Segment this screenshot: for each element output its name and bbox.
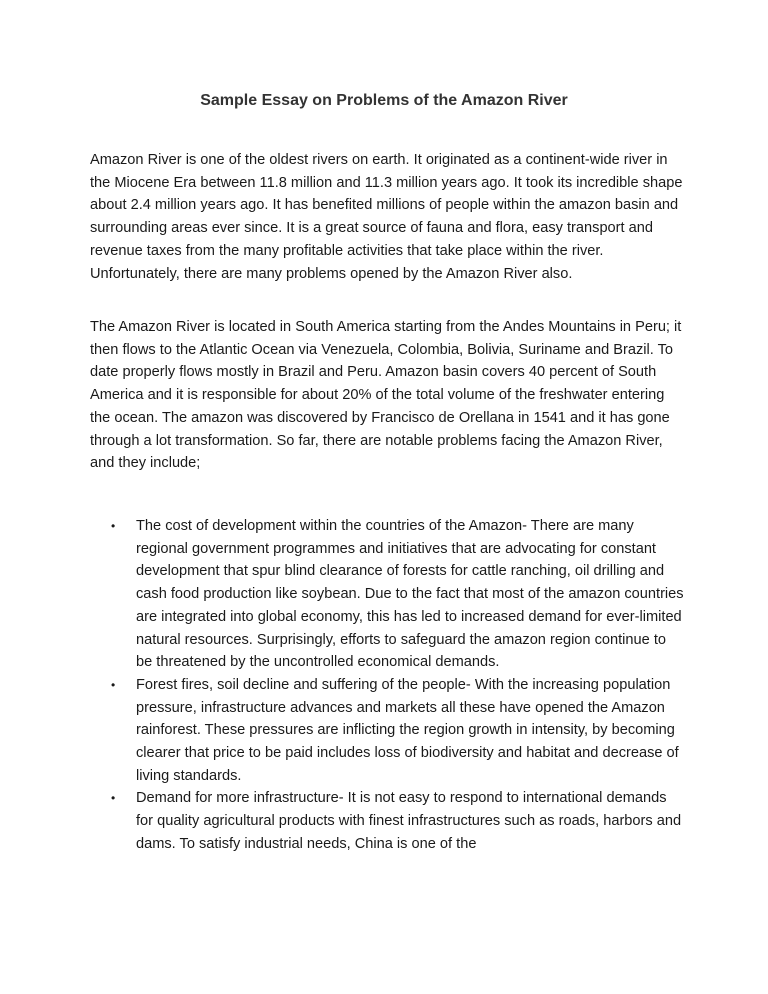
page-title: Sample Essay on Problems of the Amazon River — [200, 92, 568, 109]
bullet-icon: • — [111, 677, 116, 692]
list-item-text: Demand for more infrastructure- It is not easy to respond to international demands for quality agricultural products with finest infrastructures such as roads, harbors and dams. To satisfy industrial needs, China is one of the — [136, 790, 682, 852]
bullet-icon: • — [111, 791, 116, 806]
list-item-text: Forest fires, soil decline and suffering of the people- With the increasing population pressure, infrastructure advances and markets all these have opened the Amazon rainforest. These pressures are inflicting the region growth in intensity, by becoming clearer that price to be paid includes loss of biodiversity and habitat and decrease of living standards. — [136, 676, 679, 784]
list-item — [90, 515, 686, 674]
paragraph-location: The Amazon River is located in South America starting from the Andes Mountains in Peru; it then flows to the Atlantic Ocean via Venezuela, Colombia, Bolivia, Suriname and Brazil. To date properly flows mostly in Brazil and Peru. Amazon basin covers 40 percent of South America and it is responsible for about 20% of the total volume of the freshwater entering the ocean. The amazon was discovered by Francisco de Orellana in 1541 and it has gone through a lot transformation. So far, there are notable problems facing the Amazon River, and they include; — [90, 319, 682, 472]
list-item — [90, 674, 686, 788]
list-item-text: The cost of development within the countries of the Amazon- There are many regional government programmes and initiatives that are advocating for constant development that spur blind clearance of forests for cattle ranching, oil drilling and cash food production like soybean. Due to the fact that most of the amazon countries are integrated into global economy, this has led to increased demand for ever-limited natural resources. Surprisingly, efforts to safeguard the amazon region continue to be threatened by the uncontrolled economical demands. — [136, 518, 684, 671]
list-item — [90, 787, 686, 855]
problems-list — [90, 515, 686, 856]
paragraph-intro: Amazon River is one of the oldest rivers on earth. It originated as a continent-wide river in the Miocene Era between 11.8 million and 11.3 million years ago. It took its incredible shape about 2.4 million years ago. It has benefited millions of people within the amazon basin and surrounding areas ever since. It is a great source of fauna and flora, easy transport and revenue taxes from the many profitable activities that take place within the river. Unfortunately, there are many problems opened by the Amazon River also. — [90, 152, 683, 282]
bullet-icon: • — [111, 519, 116, 533]
